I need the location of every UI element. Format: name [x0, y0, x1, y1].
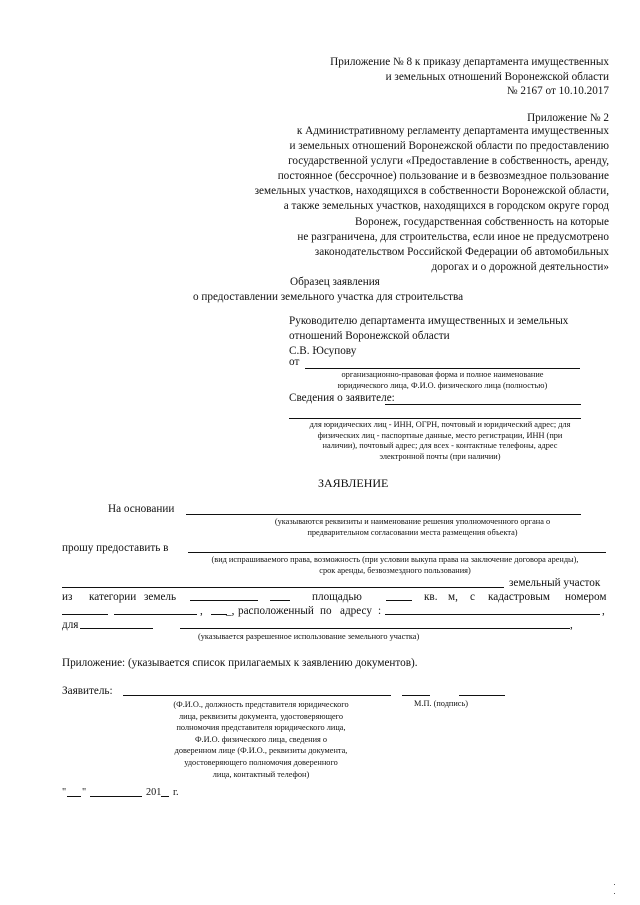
attachment-text: Приложение: (указывается список прилагаемых к заявлению документов). [62, 657, 418, 669]
category-word: категории [89, 591, 137, 603]
located-comma: _, [226, 605, 235, 617]
order-header-line: и земельных отношений Воронежской области [385, 70, 609, 83]
applicant-hint-line: лица, реквизиты документа, удостоверяющего [179, 711, 343, 721]
applicant-line[interactable] [123, 695, 391, 696]
for-label: для [62, 619, 79, 631]
from-hint-line: юридического лица, Ф.И.О. физического лица (полностью) [337, 380, 548, 390]
date-open-quote: " [62, 787, 67, 798]
applicant-hint-line: полномочия представителя юридического лица, [176, 723, 346, 733]
category-word: земель [144, 591, 177, 603]
order-header [330, 55, 609, 99]
signature-line[interactable] [459, 695, 505, 696]
date-year-line[interactable] [161, 796, 169, 797]
applicant-hint-line: (Ф.И.О., должность представителя юридического [173, 700, 349, 709]
cadastral-word: кадастровым [488, 591, 550, 603]
applicant-info-hint [289, 420, 591, 462]
addressee-block [289, 314, 568, 359]
applicant-hint-line: удостоверяющего полномочия доверенного [184, 757, 338, 767]
located-word: адресу [340, 605, 372, 617]
appendix-line: а также земельных участков, находящихся в городском округе город [283, 200, 609, 213]
scan-speck [614, 884, 615, 885]
located-word: по [320, 605, 332, 617]
appendix-line: постоянное (бессрочное) пользование и в безвозмездное пользование [277, 170, 609, 183]
sample-title-line: Образец заявления [290, 276, 380, 288]
date-suffix: г. [173, 787, 179, 798]
for-line-1[interactable] [80, 628, 153, 629]
document-title: ЗАЯВЛЕНИЕ [318, 476, 389, 490]
located-word: расположенный [238, 605, 314, 617]
applicant-info-hint-line: электронной почты (при наличии) [379, 451, 501, 461]
category-line-2[interactable] [270, 600, 290, 601]
basis-label: На основании [108, 503, 175, 515]
from-line[interactable] [305, 368, 580, 369]
applicant-info-line-1[interactable] [385, 404, 581, 405]
cadastral-line-3[interactable] [211, 614, 227, 615]
order-header-line: № 2167 от 10.10.2017 [506, 85, 609, 98]
cadastral-word: с [470, 591, 475, 603]
sample-title-line: о предоставлении земельного участка для строительства [193, 291, 464, 303]
date-year: 201 [146, 787, 162, 798]
located-comma: , [200, 605, 203, 617]
applicant-info-line-2[interactable] [289, 418, 581, 419]
appendix-line: государственной услуги «Предоставление в собственность, аренду, [288, 155, 609, 168]
appendix-line: земельных участков, находящихся в собственности Воронежской области, [254, 185, 609, 198]
order-header-line: Приложение № 8 к приказу департамента имущественных [330, 56, 609, 68]
for-comma: , [570, 619, 573, 631]
applicant-hint-line: доверенном лице (Ф.И.О., реквизиты документа, [174, 746, 348, 756]
date-day-line[interactable] [67, 796, 81, 797]
from-hint [305, 370, 580, 391]
area-label: площадью [312, 591, 362, 603]
cadastral-word: номером [565, 591, 607, 603]
area-unit-1: кв. [424, 591, 438, 603]
appendix-line: не разграничена, для строительства, если иное не предусмотрено [297, 230, 609, 243]
date-close-quote: " [82, 787, 87, 798]
date-month-line[interactable] [90, 796, 142, 797]
appendix-line: Воронеж, государственная собственность на которые [355, 215, 609, 228]
applicant-info-hint-line: физических лиц - паспортные данные, место регистрации, ИНН (при [317, 430, 563, 440]
located-colon: : [378, 605, 382, 617]
from-label: от [289, 356, 300, 368]
basis-hint-line: (указываются реквизиты и наименование решения уполномоченного органа о [274, 517, 551, 526]
applicant-info-hint-line: для юридических лиц - ИНН, ОГРН, почтовый и юридический адрес; для [309, 420, 571, 429]
request-hint [150, 555, 640, 576]
category-line[interactable] [190, 600, 258, 601]
for-hint: (указывается разрешенное использование земельного участка) [198, 632, 420, 641]
applicant-info-hint-line: наличии), почтовый адрес; для всех - контактные телефоны, адрес [322, 441, 558, 451]
seal-line[interactable] [402, 695, 430, 696]
request-label: прошу предоставить в [62, 542, 169, 554]
request-line[interactable] [188, 552, 606, 553]
appendix-line: дорогах и о дорожной деятельности» [431, 260, 609, 273]
area-line[interactable] [386, 600, 412, 601]
applicant-hint [143, 699, 379, 780]
applicant-hint-line: Ф.И.О. физического лица, сведения о [194, 734, 328, 744]
appendix-line: и земельных отношений Воронежской области по предоставлению [289, 140, 609, 153]
cadastral-line-1[interactable] [62, 614, 108, 615]
addressee-line: С.В. Юсупову [289, 345, 357, 357]
for-line-2[interactable] [180, 628, 570, 629]
request-hint-line: (вид испрашиваемого права, возможность (при условии выкупа права на заключение договора аренды), [211, 555, 579, 564]
plot-label: земельный участок [509, 577, 601, 589]
basis-hint-line: предварительном согласовании места размещения объекта) [307, 527, 518, 537]
from-hint-line: организационно-правовая форма и полное наименование [341, 370, 544, 379]
category-word: из [62, 591, 73, 603]
appendix-line: законодательством Российской Федерации об автомобильных [314, 245, 609, 258]
applicant-label: Заявитель: [62, 685, 113, 697]
scan-speck [614, 893, 615, 894]
cadastral-line-2[interactable] [114, 614, 197, 615]
appendix-description [255, 124, 609, 275]
plot-line[interactable] [62, 587, 504, 588]
request-hint-line: срок аренды, безвозмездного пользования) [319, 565, 471, 575]
basis-line[interactable] [186, 514, 581, 515]
address-line[interactable] [385, 614, 600, 615]
located-comma: , [602, 605, 605, 617]
basis-hint [210, 517, 615, 538]
applicant-info-label: Сведения о заявителе: [289, 392, 395, 404]
appendix-title: Приложение № 2 [527, 112, 609, 124]
appendix-line: к Административному регламенту департамента имущественных [296, 125, 609, 137]
applicant-hint-line: лица, контактный телефон) [212, 769, 310, 779]
addressee-line: Руководителю департамента имущественных и земельных [289, 315, 569, 327]
seal-sign-hint: М.П. (подпись) [414, 699, 469, 708]
addressee-line: отношений Воронежской области [289, 330, 450, 342]
area-unit-2: м, [448, 591, 458, 603]
